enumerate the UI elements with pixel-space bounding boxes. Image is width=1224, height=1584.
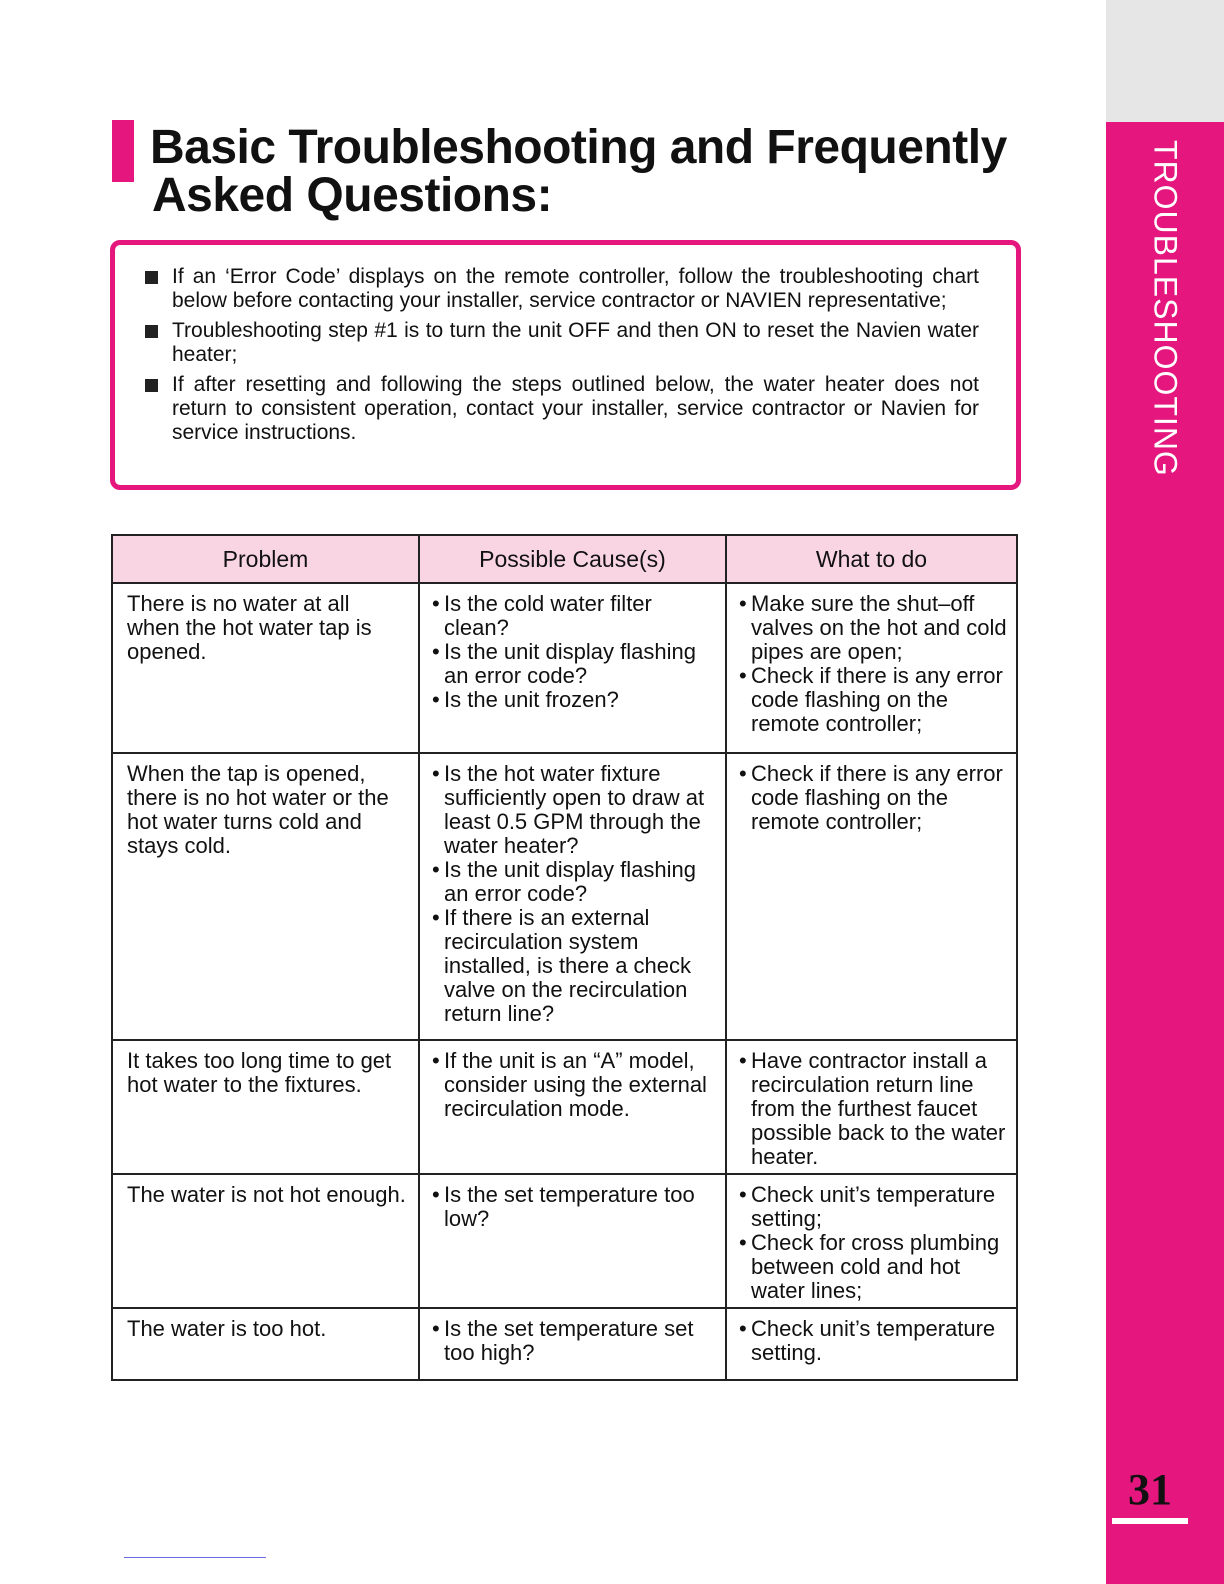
cause-item: • Is the set temperature too low? (432, 1183, 717, 1231)
actions-cell (726, 583, 1017, 753)
table-row (112, 1308, 1017, 1380)
square-bullet-icon (145, 325, 158, 338)
cause-item: • Is the cold water filter clean? (432, 592, 717, 640)
table-row (112, 1040, 1017, 1174)
problem-cell: The water is too hot. (112, 1308, 419, 1380)
causes-cell (419, 1174, 726, 1308)
title-accent-bar (112, 120, 134, 182)
notice-item: If after resetting and following the steps outlined below, the water heater does not return to consistent operation, contact your installer, service contractor or Navien for service instructions. (143, 373, 979, 445)
actions-cell (726, 1174, 1017, 1308)
page-number-underline (1112, 1518, 1188, 1524)
table-row (112, 1174, 1017, 1308)
action-item: • Check for cross plumbing between cold and hot water lines; (739, 1231, 1008, 1303)
page-title (150, 121, 1050, 222)
actions-cell (726, 1308, 1017, 1380)
action-item: • Make sure the shut–off valves on the hot and cold pipes are open; (739, 592, 1008, 664)
problem-cell: There is no water at all when the hot water tap is opened. (112, 583, 419, 753)
table-header-row (112, 535, 1017, 583)
page-title-line2: Asked Questions: (152, 169, 553, 222)
notice-box (110, 240, 1021, 490)
action-item: • Check unit’s temperature setting. (739, 1317, 1008, 1365)
cause-item: • Is the set temperature set too high? (432, 1317, 717, 1365)
actions-cell (726, 1040, 1017, 1174)
problem-cell: When the tap is opened, there is no hot water or the hot water turns cold and stays cold. (112, 753, 419, 1040)
notice-item: Troubleshooting step #1 is to turn the unit OFF and then ON to reset the Navien water heater; (143, 319, 979, 367)
problem-cell: The water is not hot enough. (112, 1174, 419, 1308)
action-item: • Check if there is any error code flashing on the remote controller; (739, 664, 1008, 736)
square-bullet-icon (145, 271, 158, 284)
cause-item: • Is the hot water fixture sufficiently open to draw at least 0.5 GPM through the water heater? (432, 762, 717, 858)
page-number: 31 (1128, 1465, 1172, 1514)
causes-cell (419, 753, 726, 1040)
cause-item: • Is the unit display flashing an error code? (432, 858, 717, 906)
causes-cell (419, 1040, 726, 1174)
cause-item: • Is the unit frozen? (432, 688, 717, 712)
cause-item: • If there is an external recirculation system installed, is there a check valve on the recirculation return line? (432, 906, 717, 1026)
action-item: • Check unit’s temperature setting; (739, 1183, 1008, 1231)
footer-rule (124, 1557, 266, 1558)
header-what-to-do: What to do (726, 535, 1017, 583)
problem-cell: It takes too long time to get hot water to the fixtures. (112, 1040, 419, 1174)
notice-item: If an ‘Error Code’ displays on the remote controller, follow the troubleshooting chart below before contacting your installer, service contractor or NAVIEN representative; (143, 265, 979, 313)
causes-cell (419, 1308, 726, 1380)
square-bullet-icon (145, 379, 158, 392)
causes-cell (419, 583, 726, 753)
side-tab-top (1106, 0, 1224, 122)
cause-item: • Is the unit display flashing an error code? (432, 640, 717, 688)
table-row (112, 753, 1017, 1040)
table-row (112, 583, 1017, 753)
action-item: • Have contractor install a recirculation return line from the furthest faucet possible back to the water heater. (739, 1049, 1008, 1169)
troubleshooting-table (111, 534, 1018, 1381)
header-possible-causes: Possible Cause(s) (419, 535, 726, 583)
page-title-line1: Basic Troubleshooting and Frequently (150, 121, 1007, 174)
actions-cell (726, 753, 1017, 1040)
header-problem: Problem (112, 535, 419, 583)
section-label: TROUBLESHOOTING (1147, 140, 1184, 477)
cause-item: • If the unit is an “A” model, consider using the external recirculation mode. (432, 1049, 717, 1121)
action-item: • Check if there is any error code flashing on the remote controller; (739, 762, 1008, 834)
